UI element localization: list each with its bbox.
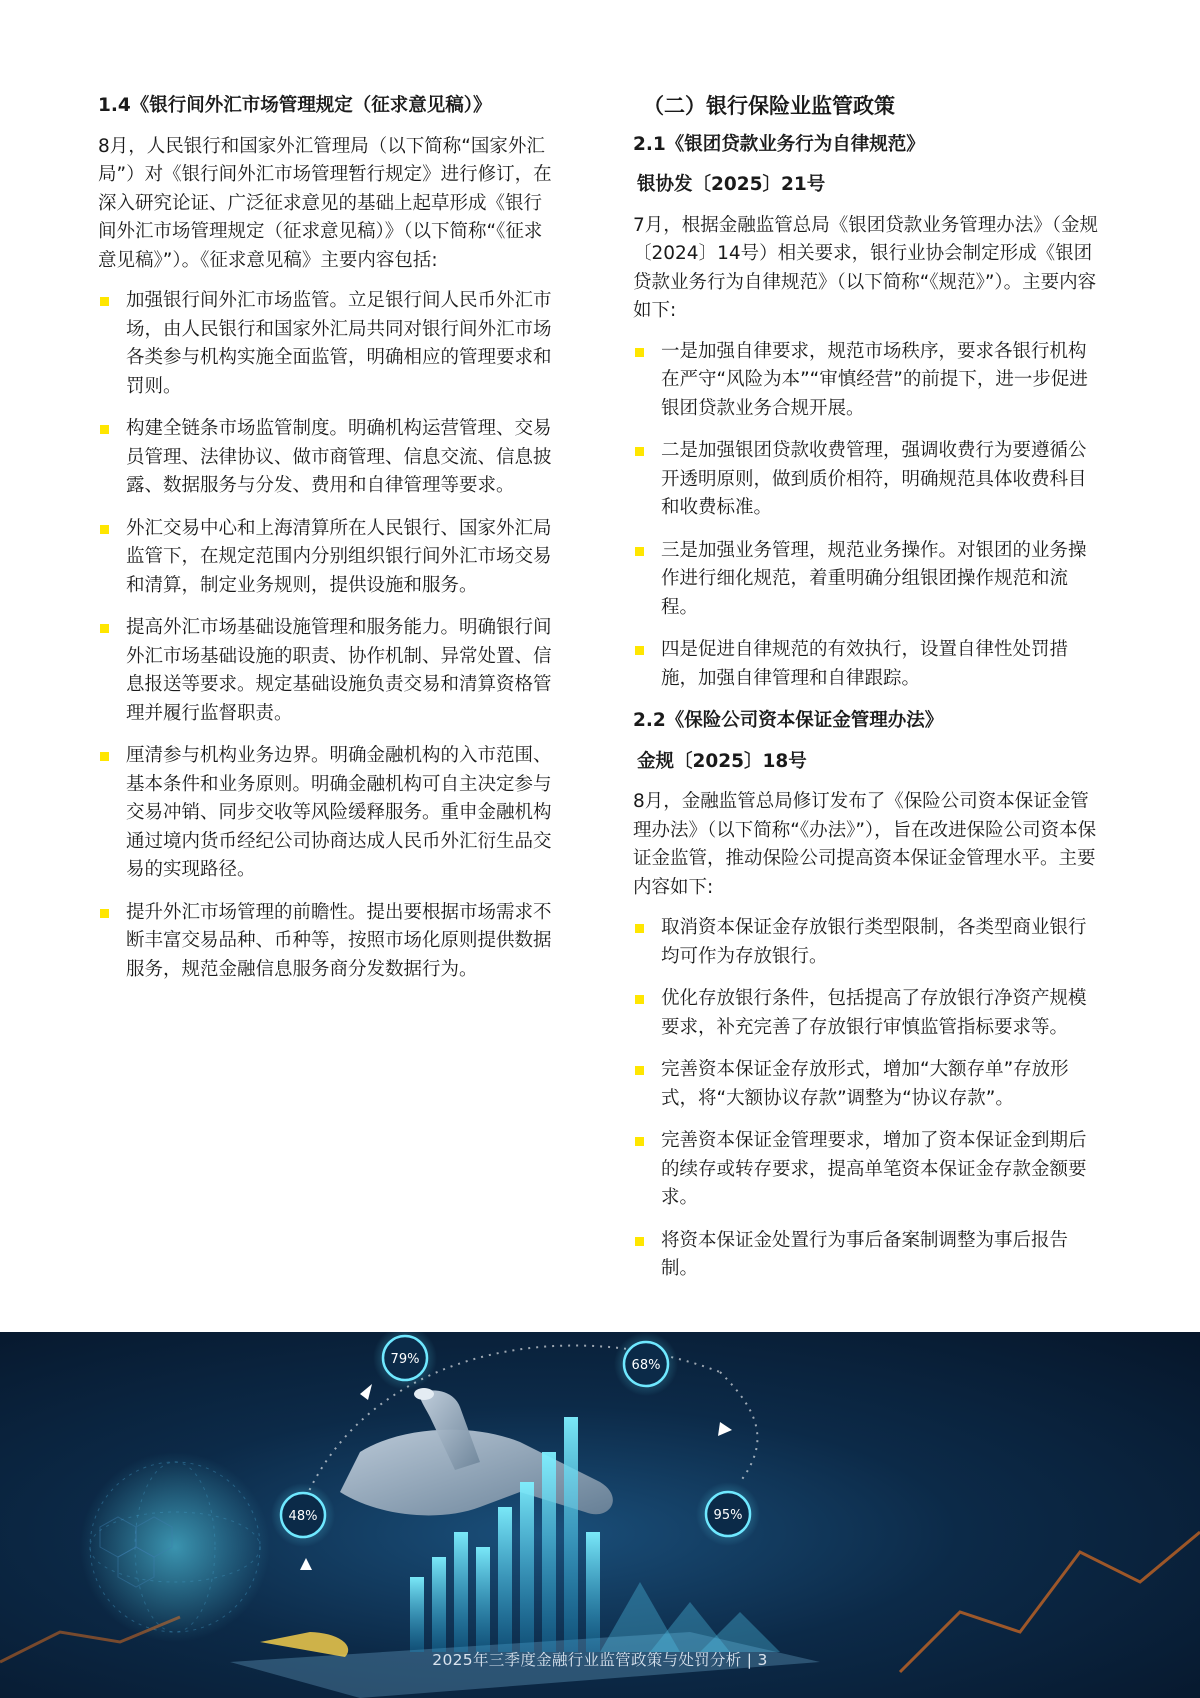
square-bullet-icon	[635, 447, 644, 456]
square-bullet-icon	[100, 525, 109, 534]
square-bullet-icon	[100, 297, 109, 306]
list-item: 二是加强银团贷款收费管理，强调收费行为要遵循公开透明原则，做到质价相符，明确规范具体收费科目和收费标准。	[633, 437, 1103, 523]
globe-illustration	[80, 1452, 270, 1642]
list-item: 提升外汇市场管理的前瞻性。提出要根据市场需求不断丰富交易品种、币种等，按照市场化原则提供数据服务，规范金融信息服务商分发数据行为。	[98, 899, 558, 985]
list-item: 四是促进自律规范的有效执行，设置自律性处罚措施，加强自律管理和自律跟踪。	[633, 636, 1103, 693]
square-bullet-icon	[635, 924, 644, 933]
document-number: 银协发〔2025〕21号	[637, 174, 826, 195]
list-item: 外汇交易中心和上海清算所在人民银行、国家外汇局监管下，在规定范围内分别组织银行间外汇市场交易和清算，制定业务规则，提供设施和服务。	[98, 515, 558, 601]
left-column	[98, 92, 558, 998]
list-item: 完善资本保证金存放形式，增加“大额存单”存放形式，将“大额协议存款”调整为“协议存款”。	[633, 1056, 1103, 1113]
svg-text:68%: 68%	[631, 1358, 661, 1373]
square-bullet-icon	[100, 624, 109, 633]
right-column	[633, 92, 1103, 1298]
square-bullet-icon	[100, 909, 109, 918]
badge-68	[614, 1332, 678, 1396]
square-bullet-icon	[635, 646, 644, 655]
square-bullet-icon	[100, 425, 109, 434]
bullet-list-2-1	[633, 338, 1103, 694]
square-bullet-icon	[635, 995, 644, 1004]
list-item: 取消资本保证金存放银行类型限制，各类型商业银行均可作为存放银行。	[633, 914, 1103, 971]
arrow-icon	[718, 1422, 732, 1436]
list-item: 构建全链条市场监管制度。明确机构运营管理、交易员管理、法律协议、做市商管理、信息交流、信息披露、数据服务与分发、费用和自律管理等要求。	[98, 415, 558, 501]
banner-image	[0, 1332, 1200, 1698]
arrow-icon	[300, 1558, 312, 1570]
svg-text:95%: 95%	[713, 1508, 743, 1523]
intro-paragraph: 7月，根据金融监管总局《银团贷款业务管理办法》（金规〔2024〕14号）相关要求，银行业协会制定形成《银团贷款业务行为自律规范》（以下简称“《规范》”）。主要内容如下:	[633, 214, 1099, 321]
section-heading-2-2: 2.2《保险公司资本保证金管理办法》	[633, 710, 944, 731]
page-footer: 2025年三季度金融行业监管政策与处罚分析 | 3	[432, 1651, 768, 1669]
list-item: 厘清参与机构业务边界。明确金融机构的入市范围、基本条件和业务原则。明确金融机构可自主决定参与交易冲销、同步交收等风险缓释服务。重申金融机构通过境内货币经纪公司协商达成人民币外汇衍生品交易的实现路径。	[98, 742, 558, 885]
intro-paragraph: 8月，人民银行和国家外汇管理局（以下简称“国家外汇局”）对《银行间外汇市场管理暂行规定》进行修订，在深入研究论证、广泛征求意见的基础上起草形成《银行间外汇市场管理规定（征求意见稿）》（以下简称“《征求意见稿》”）。《征求意见稿》主要内容包括:	[98, 135, 552, 271]
section-heading-1-4: 1.4《银行间外汇市场管理规定（征求意见稿）》	[98, 95, 492, 116]
badge-79	[373, 1332, 437, 1390]
badge-48	[271, 1483, 335, 1547]
square-bullet-icon	[635, 547, 644, 556]
square-bullet-icon	[635, 1237, 644, 1246]
list-item: 完善资本保证金管理要求，增加了资本保证金到期后的续存或转存要求，提高单笔资本保证金存款金额要求。	[633, 1127, 1103, 1213]
arrow-icon	[360, 1384, 372, 1400]
square-bullet-icon	[635, 1066, 644, 1075]
list-item: 提高外汇市场基础设施管理和服务能力。明确银行间外汇市场基础设施的职责、协作机制、异常处置、信息报送等要求。规定基础设施负责交易和清算资格管理并履行监督职责。	[98, 614, 558, 728]
list-item: 一是加强自律要求，规范市场秩序，要求各银行机构在严守“风险为本”“审慎经营”的前提下，进一步促进银团贷款业务合规开展。	[633, 338, 1103, 424]
square-bullet-icon	[635, 348, 644, 357]
list-item: 优化存放银行条件，包括提高了存放银行净资产规模要求，补充完善了存放银行审慎监管指标要求等。	[633, 985, 1103, 1042]
bullet-list-1-4	[98, 287, 558, 984]
list-item: 将资本保证金处置行为事后备案制调整为事后报告制。	[633, 1227, 1103, 1284]
banner-illustration	[0, 1332, 1200, 1698]
badge-95	[696, 1482, 760, 1546]
mountain-pattern	[600, 1582, 780, 1652]
bullet-list-2-2	[633, 914, 1103, 1284]
intro-paragraph: 8月，金融监管总局修订发布了《保险公司资本保证金管理办法》（以下简称“《办法》”），旨在改进保险公司资本保证金监管，推动保险公司提高资本保证金管理水平。主要内容如下:	[633, 791, 1097, 898]
square-bullet-icon	[635, 1137, 644, 1146]
document-number: 金规〔2025〕18号	[637, 750, 807, 772]
square-bullet-icon	[100, 752, 109, 761]
svg-text:48%: 48%	[288, 1509, 318, 1524]
section-title: （二）银行保险业监管政策	[643, 94, 895, 118]
list-item: 加强银行间外汇市场监管。立足银行间人民币外汇市场，由人民银行和国家外汇局共同对银行间外汇市场各类参与机构实施全面监管，明确相应的管理要求和罚则。	[98, 287, 558, 401]
list-item: 三是加强业务管理，规范业务操作。对银团的业务操作进行细化规范，着重明确分组银团操作规范和流程。	[633, 537, 1103, 623]
svg-text:79%: 79%	[390, 1352, 420, 1367]
section-heading-2-1: 2.1《银团贷款业务行为自律规范》	[633, 133, 925, 155]
